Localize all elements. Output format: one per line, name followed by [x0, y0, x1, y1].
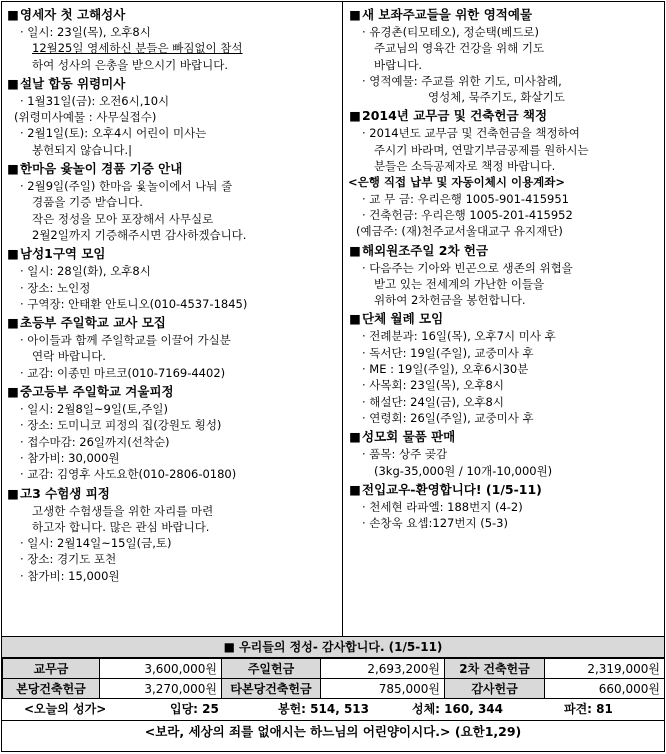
notice-line: · 일시: 28일(화), 오후8시 [20, 264, 151, 279]
scripture-quote: <보라, 세상의 죄를 없애시는 하느님의 어린양이시다.> (요한1,29) [144, 724, 522, 739]
notice-line: <은행 직접 납부 및 자동이체시 이용계좌> [348, 175, 566, 190]
notice-line: (위령미사예물 : 사무실접수) [14, 110, 157, 125]
notice-line: · 교감: 이종민 마르코(010-7169-4402) [20, 365, 226, 380]
hymn-offertory: 봉헌: 514, 513 [278, 702, 369, 716]
notice-line: 주교님의 영육간 건강을 위해 기도 [374, 41, 545, 56]
notice-line: 하여 성사의 은총을 받으시기 바랍니다. [32, 57, 229, 72]
notice-section [348, 310, 660, 426]
notice-line: · 천세현 라파엘: 188번지 (4-2) [362, 499, 523, 514]
notice-line: · 장소: 도미니코 피정의 집(강원도 횡성) [20, 418, 222, 433]
notice-line: · 사목회: 23일(목), 오후8시 [362, 378, 504, 393]
notice-section [6, 485, 336, 584]
offering-summary [2, 636, 664, 743]
hymn-label: <오늘의 성가> [24, 702, 107, 716]
notice-line: · 품목: 상주 곶감 [362, 447, 448, 462]
hymn-numbers [2, 699, 664, 721]
square-bullet-icon: ■ [7, 246, 19, 262]
notice-line: 하고자 합니다. 많은 관심 바랍니다. [32, 519, 210, 534]
notice-line: · 장소: 노인정 [20, 280, 91, 295]
square-bullet-icon: ■ [7, 384, 19, 400]
notice-line: · 일시: 23일(목), 오후8시 [20, 25, 151, 39]
notice-line: · 전례분과: 16일(목), 오후7시 미사 후 [362, 329, 556, 344]
finance-table [2, 658, 665, 699]
left-column [6, 6, 336, 586]
notice-line: 연락 바랍니다. [32, 349, 106, 364]
notice-section [348, 107, 660, 239]
notice-line: (예금주: (재)천주교서울대교구 유지재단) [356, 224, 563, 239]
notice-line: 경품을 기증 받습니다. [32, 195, 143, 210]
notice-line: · 1월31일(금): 오전6시,10시 [20, 93, 170, 108]
notice-title: ■영세자 첫 고해성사 [7, 7, 126, 22]
notice-title: ■남성1구역 모임 [7, 246, 106, 262]
notice-line: · 일시: 2월14일~15일(금,토) [20, 536, 172, 551]
notice-title: ■성모회 물품 판매 [349, 429, 456, 445]
notice-line: · 교감: 김영후 사도요한(010-2806-0180) [20, 467, 237, 482]
notice-section [6, 383, 336, 482]
notice-title: ■중고등부 주일학교 겨울피정 [7, 384, 174, 400]
notice-title: ■초등부 주일학교 교사 모집 [7, 315, 166, 331]
notice-line: · 연령회: 26일(주일), 교중미사 후 [362, 410, 534, 425]
square-bullet-icon: ■ [7, 161, 19, 177]
square-bullet-icon: ■ [349, 481, 361, 497]
notice-line: · ME : 19일(주일), 오후6시30분 [362, 362, 529, 377]
right-column [348, 6, 660, 533]
finance-label: 타본당건축헌금 [222, 679, 321, 699]
notice-line: · 구역장: 안태환 안토니오(010-4537-1845) [20, 296, 248, 311]
finance-label: 본당건축헌금 [3, 679, 100, 699]
notice-section [6, 245, 336, 312]
notices-area [2, 2, 666, 636]
notice-title: ■해외원조주일 2차 헌금 [349, 242, 489, 258]
square-bullet-icon: ■ [349, 7, 361, 22]
notice-line: · 참가비: 15,000원 [20, 568, 120, 583]
notice-line: · 독서단: 19일(주일), 교중미사 후 [362, 345, 534, 360]
notice-line: · 일시: 2월8일~9일(토,주일) [20, 402, 168, 417]
notice-line: 주시기 바라며, 연말기부금공제를 원하시는 [374, 142, 589, 157]
column-divider [342, 2, 343, 636]
finance-label: 감사헌금 [445, 679, 545, 699]
notice-section [6, 6, 336, 73]
finance-amount: 3,270,000원 [100, 679, 222, 699]
notice-line: 12월25일 영세하신 분들은 빠짐없이 참석 [32, 41, 243, 56]
square-bullet-icon: ■ [7, 75, 19, 91]
square-bullet-icon: ■ [349, 242, 361, 258]
notice-line: · 참가비: 30,000원 [20, 450, 120, 465]
hymn-recessional: 파견: 81 [564, 702, 613, 716]
notice-section [6, 75, 336, 158]
notice-title: ■고3 수험생 피정 [7, 485, 110, 501]
notice-line: 작은 정성을 모아 포장해서 사무실로 [32, 211, 214, 226]
notice-title: ■새 보좌주교들을 위한 영적예물 [349, 7, 533, 22]
notice-line: · 유경촌(티모테오), 정순택(베드로) [362, 25, 539, 39]
notice-line: 2월2일까지 기증해주시면 감사하겠습니다. [32, 227, 247, 242]
square-bullet-icon: ■ [7, 315, 19, 331]
notice-line: · 접수마감: 26일까지(선착순) [20, 434, 170, 449]
notice-section [6, 160, 336, 243]
notice-title: ■단체 월례 모임 [349, 311, 444, 327]
notice-line: · 2014년도 교무금 및 건축헌금을 책정하여 [362, 126, 580, 141]
notice-section [6, 314, 336, 381]
finance-amount: 785,000원 [321, 679, 445, 699]
notice-line: 위하여 2차헌금을 봉헌합니다. [374, 293, 526, 308]
notice-title: ■전입교우-환영합니다! (1/5-11) [349, 481, 542, 497]
notice-title: ■한마음 윷놀이 경품 기증 안내 [7, 161, 183, 177]
notice-line: 영성체, 묵주기도, 화살기도 [428, 90, 565, 105]
notice-line: · 2월9일(주일) 한마음 윷놀이에서 나눠 줄 [20, 179, 233, 194]
square-bullet-icon: ■ [349, 108, 361, 124]
notice-section [348, 6, 660, 105]
finance-amount: 2,319,000원 [545, 659, 665, 679]
finance-amount: 2,693,200원 [321, 659, 445, 679]
finance-label: 교무금 [3, 659, 100, 679]
square-bullet-icon: ■ [349, 429, 361, 445]
notice-line: 고생한 수험생들을 위한 자리를 마련 [32, 503, 214, 518]
notice-line: · 장소: 경기도 포천 [20, 552, 117, 567]
notice-line: · 아이들과 함께 주일학교를 이끌어 가실분 [20, 333, 231, 348]
notice-line: 바랍니다. [374, 57, 423, 72]
notice-line: · 건축헌금: 우리은행 1005-201-415952 [362, 207, 573, 222]
notice-section [348, 242, 660, 309]
square-bullet-icon: ■ [7, 485, 19, 501]
finance-row [3, 679, 665, 699]
notice-line: · 교 무 금: 우리은행 1005-901-415951 [362, 191, 569, 206]
hymn-entrance: 입당: 25 [170, 702, 219, 716]
notice-line: · 영적예물: 주교를 위한 기도, 미사참례, [362, 73, 562, 88]
notice-section [348, 428, 660, 479]
finance-row [3, 659, 665, 679]
notice-title: ■설날 합동 위령미사 [7, 75, 126, 91]
bulletin-page [1, 1, 665, 752]
finance-amount: 3,600,000원 [100, 659, 222, 679]
finance-label: 2차 건축헌금 [445, 659, 545, 679]
square-bullet-icon: ■ [7, 7, 19, 22]
offering-banner: ■ 우리들의 정성- 감사합니다. (1/5-11) [2, 636, 664, 658]
notice-line: · 해설단: 24일(금), 오후8시 [362, 394, 504, 409]
notice-line: · 2월1일(토): 오후4시 어린이 미사는 [20, 126, 207, 141]
notice-line: 봉헌되지 않습니다.| [32, 142, 133, 157]
notice-title: ■2014년 교무금 및 건축헌금 책정 [349, 108, 548, 124]
finance-label: 주일헌금 [222, 659, 321, 679]
notice-section [348, 481, 660, 532]
notice-line: · 손창욱 요셉:127번지 (5-3) [362, 516, 508, 531]
finance-amount: 660,000원 [545, 679, 665, 699]
square-bullet-icon: ■ [349, 311, 361, 327]
notice-line: (3kg-35,000원 / 10개-10,000원) [374, 463, 553, 478]
notice-line: · 다음주는 기아와 빈곤으로 생존의 위협을 [362, 260, 573, 275]
notice-line: 분들은 소득공제자로 책정 바랍니다. [374, 159, 556, 174]
hymn-communion: 성체: 160, 344 [412, 702, 503, 716]
notice-line: 받고 있는 전세계의 가난한 이들을 [374, 276, 545, 291]
